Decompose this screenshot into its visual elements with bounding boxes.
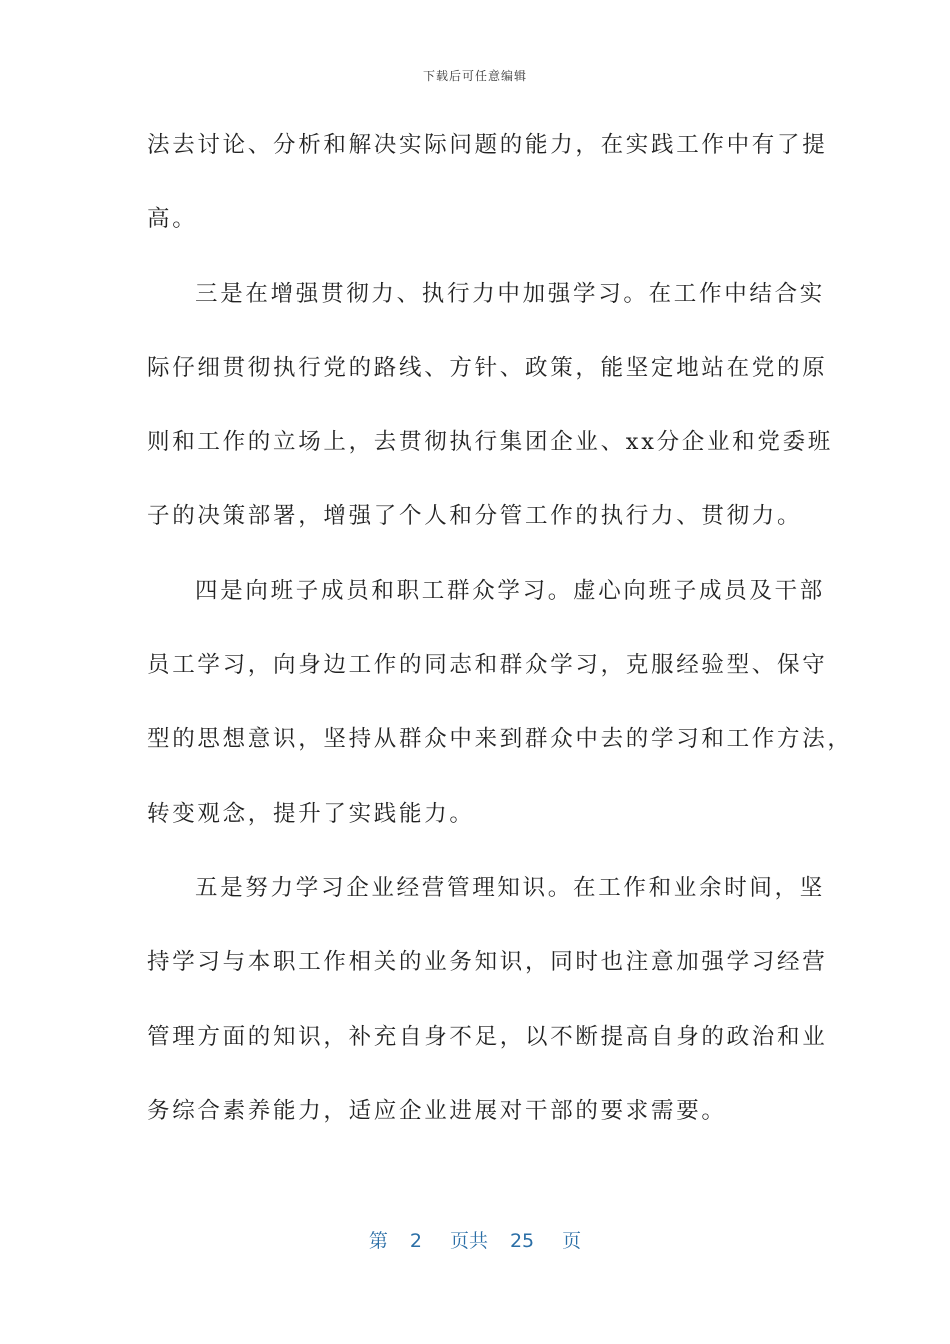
- paragraph-line: 持学习与本职工作相关的业务知识，同时也注意加强学习经营: [147, 949, 828, 976]
- paragraph-line: 法去讨论、分析和解决实际问题的能力，在实践工作中有了提: [147, 132, 828, 158]
- header-note: 下载后可任意编辑: [422, 69, 527, 83]
- paragraph-line: 五是努力学习企业经营管理知识。在工作和业余时间，坚: [195, 874, 826, 901]
- page-number-footer: [0, 1226, 950, 1253]
- paragraph-line: 高。: [147, 206, 198, 233]
- current-page-number: 2: [409, 1230, 422, 1252]
- paragraph-line: 际仔细贯彻执行党的路线、方针、政策，能坚定地站在党的原: [147, 354, 828, 381]
- footer-middle: 页共: [449, 1230, 488, 1252]
- paragraph-line: 务综合素养能力，适应企业进展对干部的要求需要。: [147, 1097, 727, 1124]
- paragraph-line: 员工学习，向身边工作的同志和群众学习，克服经验型、保守: [147, 652, 828, 679]
- paragraph-line: 转变观念，提升了实践能力。: [147, 800, 475, 827]
- paragraph-line: 管理方面的知识，补充自身不足，以不断提高自身的政治和业: [147, 1023, 828, 1050]
- footer-prefix: 第: [368, 1230, 388, 1252]
- paragraph-line: 型的思想意识，坚持从群众中来到群众中去的学习和工作方法，: [147, 726, 853, 753]
- body-text: [147, 120, 853, 1160]
- paragraph-line: 三是在增强贯彻力、执行力中加强学习。在工作中结合实: [195, 280, 826, 307]
- paragraph-line: 则和工作的立场上，去贯彻执行集团企业、xx分企业和党委班: [147, 429, 833, 456]
- total-pages-number: 25: [509, 1230, 535, 1252]
- paragraph-line: 四是向班子成员和职工群众学习。虚心向班子成员及干部: [195, 577, 826, 604]
- footer-suffix: 页: [562, 1230, 582, 1252]
- paragraph-line: 子的决策部署，增强了个人和分管工作的执行力、贯彻力。: [147, 503, 803, 530]
